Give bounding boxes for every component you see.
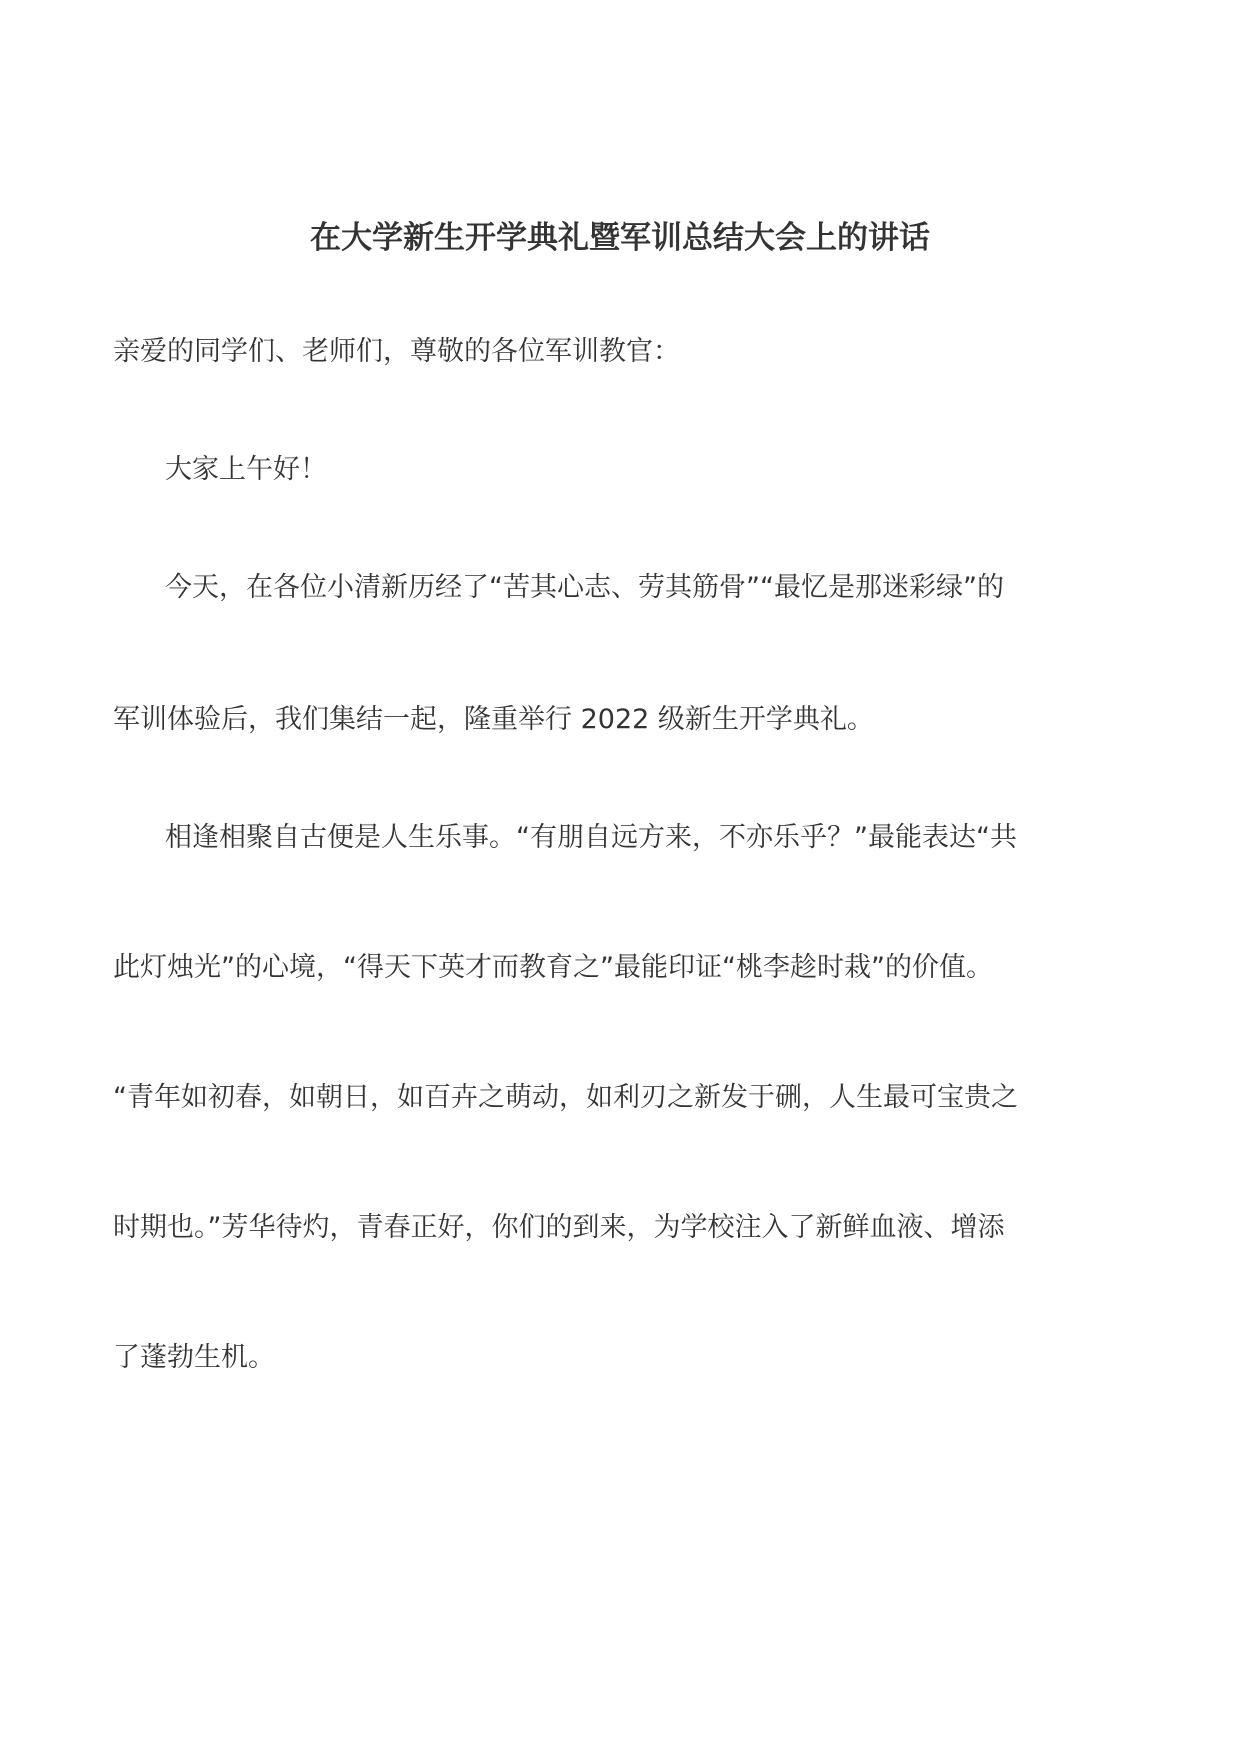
paragraph-1-line-1: 今天，在各位小清新历经了“苦其心志、劳其筋骨”“最忆是那迷彩绿”的 [165,572,1004,603]
greeting: 大家上午好！ [165,454,327,485]
paragraph-2-line-3: “青年如初春，如朝日，如百卉之萌动，如利刃之新发于硎，人生最可宝贵之 [113,1082,1018,1113]
paragraph-2-line-4: 时期也。”芳华待灼，青春正好，你们的到来，为学校注入了新鲜血液、增添 [113,1212,1005,1243]
document-title: 在大学新生开学典礼暨军训总结大会上的讲话 [310,220,930,256]
paragraph-2-line-2: 此灯烛光”的心境，“得天下英才而教育之”最能印证“桃李趁时栽”的价值。 [113,952,993,983]
paragraph-2-line-1: 相逢相聚自古便是人生乐事。“有朋自远方来，不亦乐乎？”最能表达“共 [165,822,1017,853]
paragraph-2-line-5: 了蓬勃生机。 [113,1342,275,1373]
paragraph-1-line-2: 军训体验后，我们集结一起，隆重举行 2022 级新生开学典礼。 [113,704,874,735]
salutation: 亲爱的同学们、老师们，尊敬的各位军训教官： [113,336,680,367]
